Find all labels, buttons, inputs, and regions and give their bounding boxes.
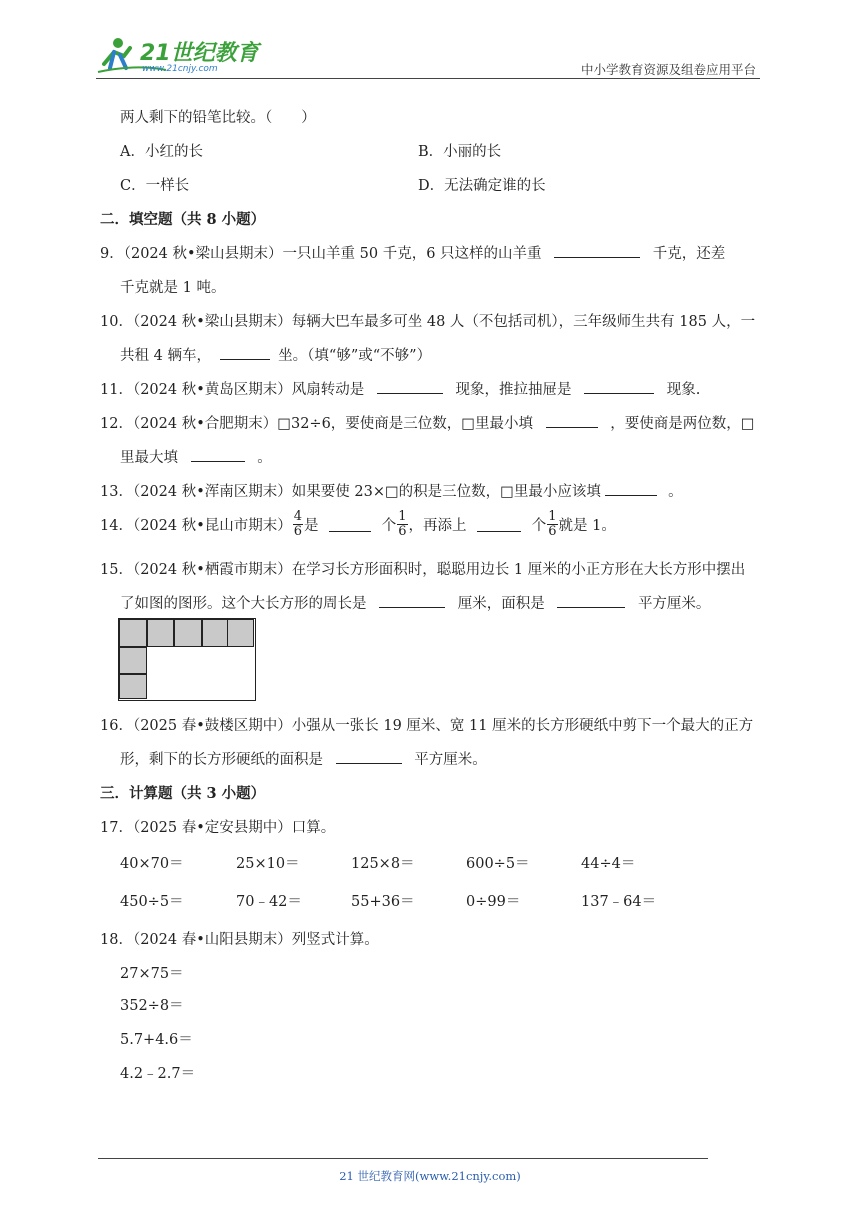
q18-item: 27×75＝ xyxy=(120,966,184,982)
q8-option-a: A．小红的长 xyxy=(120,144,203,160)
q17-stem: 17．（2025 春•定安县期中）口算。 xyxy=(100,820,336,836)
calc-item: 600÷5＝ xyxy=(466,856,530,872)
unit-square xyxy=(147,619,175,647)
q12-text-b: ，要使商是两位数，□ xyxy=(610,416,755,432)
q10-blank[interactable] xyxy=(220,345,270,360)
q12-blank-2[interactable] xyxy=(191,447,245,462)
q8-stem: 两人剩下的铅笔比较。（ ） xyxy=(120,110,316,126)
q12-text-a: 12．（2024 秋•合肥期末）□32÷6，要使商是三位数，□里最小填 xyxy=(100,416,533,432)
q16-blank[interactable] xyxy=(336,749,402,764)
q10-line2 xyxy=(120,344,431,365)
q12-text-c: 里最大填 xyxy=(120,450,178,466)
calc-item: 55+36＝ xyxy=(351,894,415,910)
q15-line1: 15．（2024 秋•栖霞市期末）在学习长方形面积时，聪聪用边长 1 厘米的小正方形在大长方形中摆出 xyxy=(100,562,746,578)
calc-item: 44÷4＝ xyxy=(581,856,636,872)
q11-line xyxy=(100,378,700,399)
q14-text-b: 是 xyxy=(304,518,319,534)
footer-divider xyxy=(98,1158,708,1159)
q14-text-c: 个 xyxy=(381,518,397,534)
site-logo xyxy=(96,34,259,78)
q12-blank-1[interactable] xyxy=(546,413,598,428)
calc-item: 125×8＝ xyxy=(351,856,415,872)
header-platform-text: 中小学教育资源及组卷应用平台 xyxy=(580,62,756,77)
unit-square xyxy=(119,674,147,699)
q13-line xyxy=(100,480,683,501)
footer-link[interactable]: 21 世纪教育网(www.21cnjy.com) xyxy=(339,1169,521,1183)
q14-text-e: 个 xyxy=(531,518,547,534)
q11-blank-1[interactable] xyxy=(377,379,443,394)
q11-blank-2[interactable] xyxy=(584,379,654,394)
q18-item: 352÷8＝ xyxy=(120,998,184,1014)
q15-text-a: 了如图的图形。这个大长方形的周长是 xyxy=(120,596,367,612)
unit-square xyxy=(174,619,202,647)
q18-stem: 18．（2024 春•山阳县期末）列竖式计算。 xyxy=(100,932,379,948)
q15-line2 xyxy=(120,592,710,613)
q15-blank-2[interactable] xyxy=(557,593,625,608)
q16-line1: 16．（2025 春•鼓楼区期中）小强从一张长 19 厘米、宽 11 厘米的长方形硬纸中剪下一个最大的正方 xyxy=(100,718,754,734)
unit-square xyxy=(202,619,230,647)
q12-text-d: 。 xyxy=(257,450,272,466)
q11-text-b: 现象，推拉抽屉是 xyxy=(455,382,572,398)
section-calculation-title: 三．计算题（共 3 小题） xyxy=(100,785,266,802)
q15-text-b: 厘米，面积是 xyxy=(457,596,545,612)
q14-text-f: 就是 1。 xyxy=(558,518,616,534)
q14-text-a: 14．（2024 秋•昆山市期末） xyxy=(100,518,292,534)
q15-text-c: 平方厘米。 xyxy=(637,596,711,612)
q9-blank-1[interactable] xyxy=(554,243,640,258)
q13-blank[interactable] xyxy=(605,481,657,496)
logo-url: www.21cnjy.com xyxy=(142,64,218,74)
q11-text-c: 现象. xyxy=(666,382,701,398)
calc-item: 450÷5＝ xyxy=(120,894,184,910)
q14-line xyxy=(100,510,616,539)
q15-blank-1[interactable] xyxy=(379,593,445,608)
q11-text-a: 11．（2024 秋•黄岛区期末）风扇转动是 xyxy=(100,382,365,398)
q9-line1 xyxy=(100,242,725,263)
unit-square xyxy=(119,647,147,675)
q13-text-b: 。 xyxy=(668,484,683,500)
q14-fraction-1: $\frac{4}{6}$ xyxy=(293,509,303,539)
calc-item: 0÷99＝ xyxy=(466,894,521,910)
q14-blank-2[interactable] xyxy=(477,517,521,532)
q18-item: 5.7+4.6＝ xyxy=(120,1032,193,1048)
q14-text-d: ，再添上 xyxy=(408,518,467,534)
section-fill-blank-title: 二．填空题（共 8 小题） xyxy=(100,211,266,228)
unit-square xyxy=(119,619,147,647)
q16-text-a: 形，剩下的长方形硬纸的面积是 xyxy=(120,752,323,768)
q12-line1 xyxy=(100,412,754,433)
q10-text-b: 坐。（填“够”或“不够”） xyxy=(278,348,432,364)
q15-rectangle-figure xyxy=(118,618,256,701)
calc-item: 25×10＝ xyxy=(236,856,300,872)
q8-option-b: B．小丽的长 xyxy=(418,144,502,160)
q13-text-a: 13．（2024 秋•浑南区期末）如果要使 23×□的积是三位数，□里最小应该填 xyxy=(100,484,601,500)
q8-option-d: D．无法确定谁的长 xyxy=(418,178,546,194)
q18-item: 4.2﹣2.7＝ xyxy=(120,1066,196,1082)
q9-text-a: 9．（2024 秋•梁山县期末）一只山羊重 50 千克，6 只这样的山羊重 xyxy=(100,246,542,262)
calc-item: 137﹣64＝ xyxy=(581,894,657,910)
q9-text-b: 千克，还差 xyxy=(652,246,726,262)
q9-line2: 千克就是 1 吨。 xyxy=(120,280,226,296)
calc-item: 40×70＝ xyxy=(120,856,184,872)
q10-text-a: 共租 4 辆车， xyxy=(120,348,211,364)
q14-fraction-3: $\frac{1}{6}$ xyxy=(548,509,557,539)
q16-line2 xyxy=(120,748,487,769)
q14-blank-1[interactable] xyxy=(329,517,371,532)
q14-fraction-2: $\frac{1}{6}$ xyxy=(398,509,407,539)
q10-line1: 10．（2024 秋•梁山县期末）每辆大巴车最多可坐 48 人（不包括司机），三年级师生共有 185 人，一 xyxy=(100,314,756,330)
q12-line2 xyxy=(120,446,272,467)
q16-text-b: 平方厘米。 xyxy=(414,752,487,768)
q8-option-c: C．一样长 xyxy=(120,178,190,194)
calc-item: 70﹣42＝ xyxy=(236,894,302,910)
logo-text: 21世纪教育 xyxy=(140,41,259,66)
unit-square xyxy=(227,619,254,647)
header-divider xyxy=(96,78,760,79)
